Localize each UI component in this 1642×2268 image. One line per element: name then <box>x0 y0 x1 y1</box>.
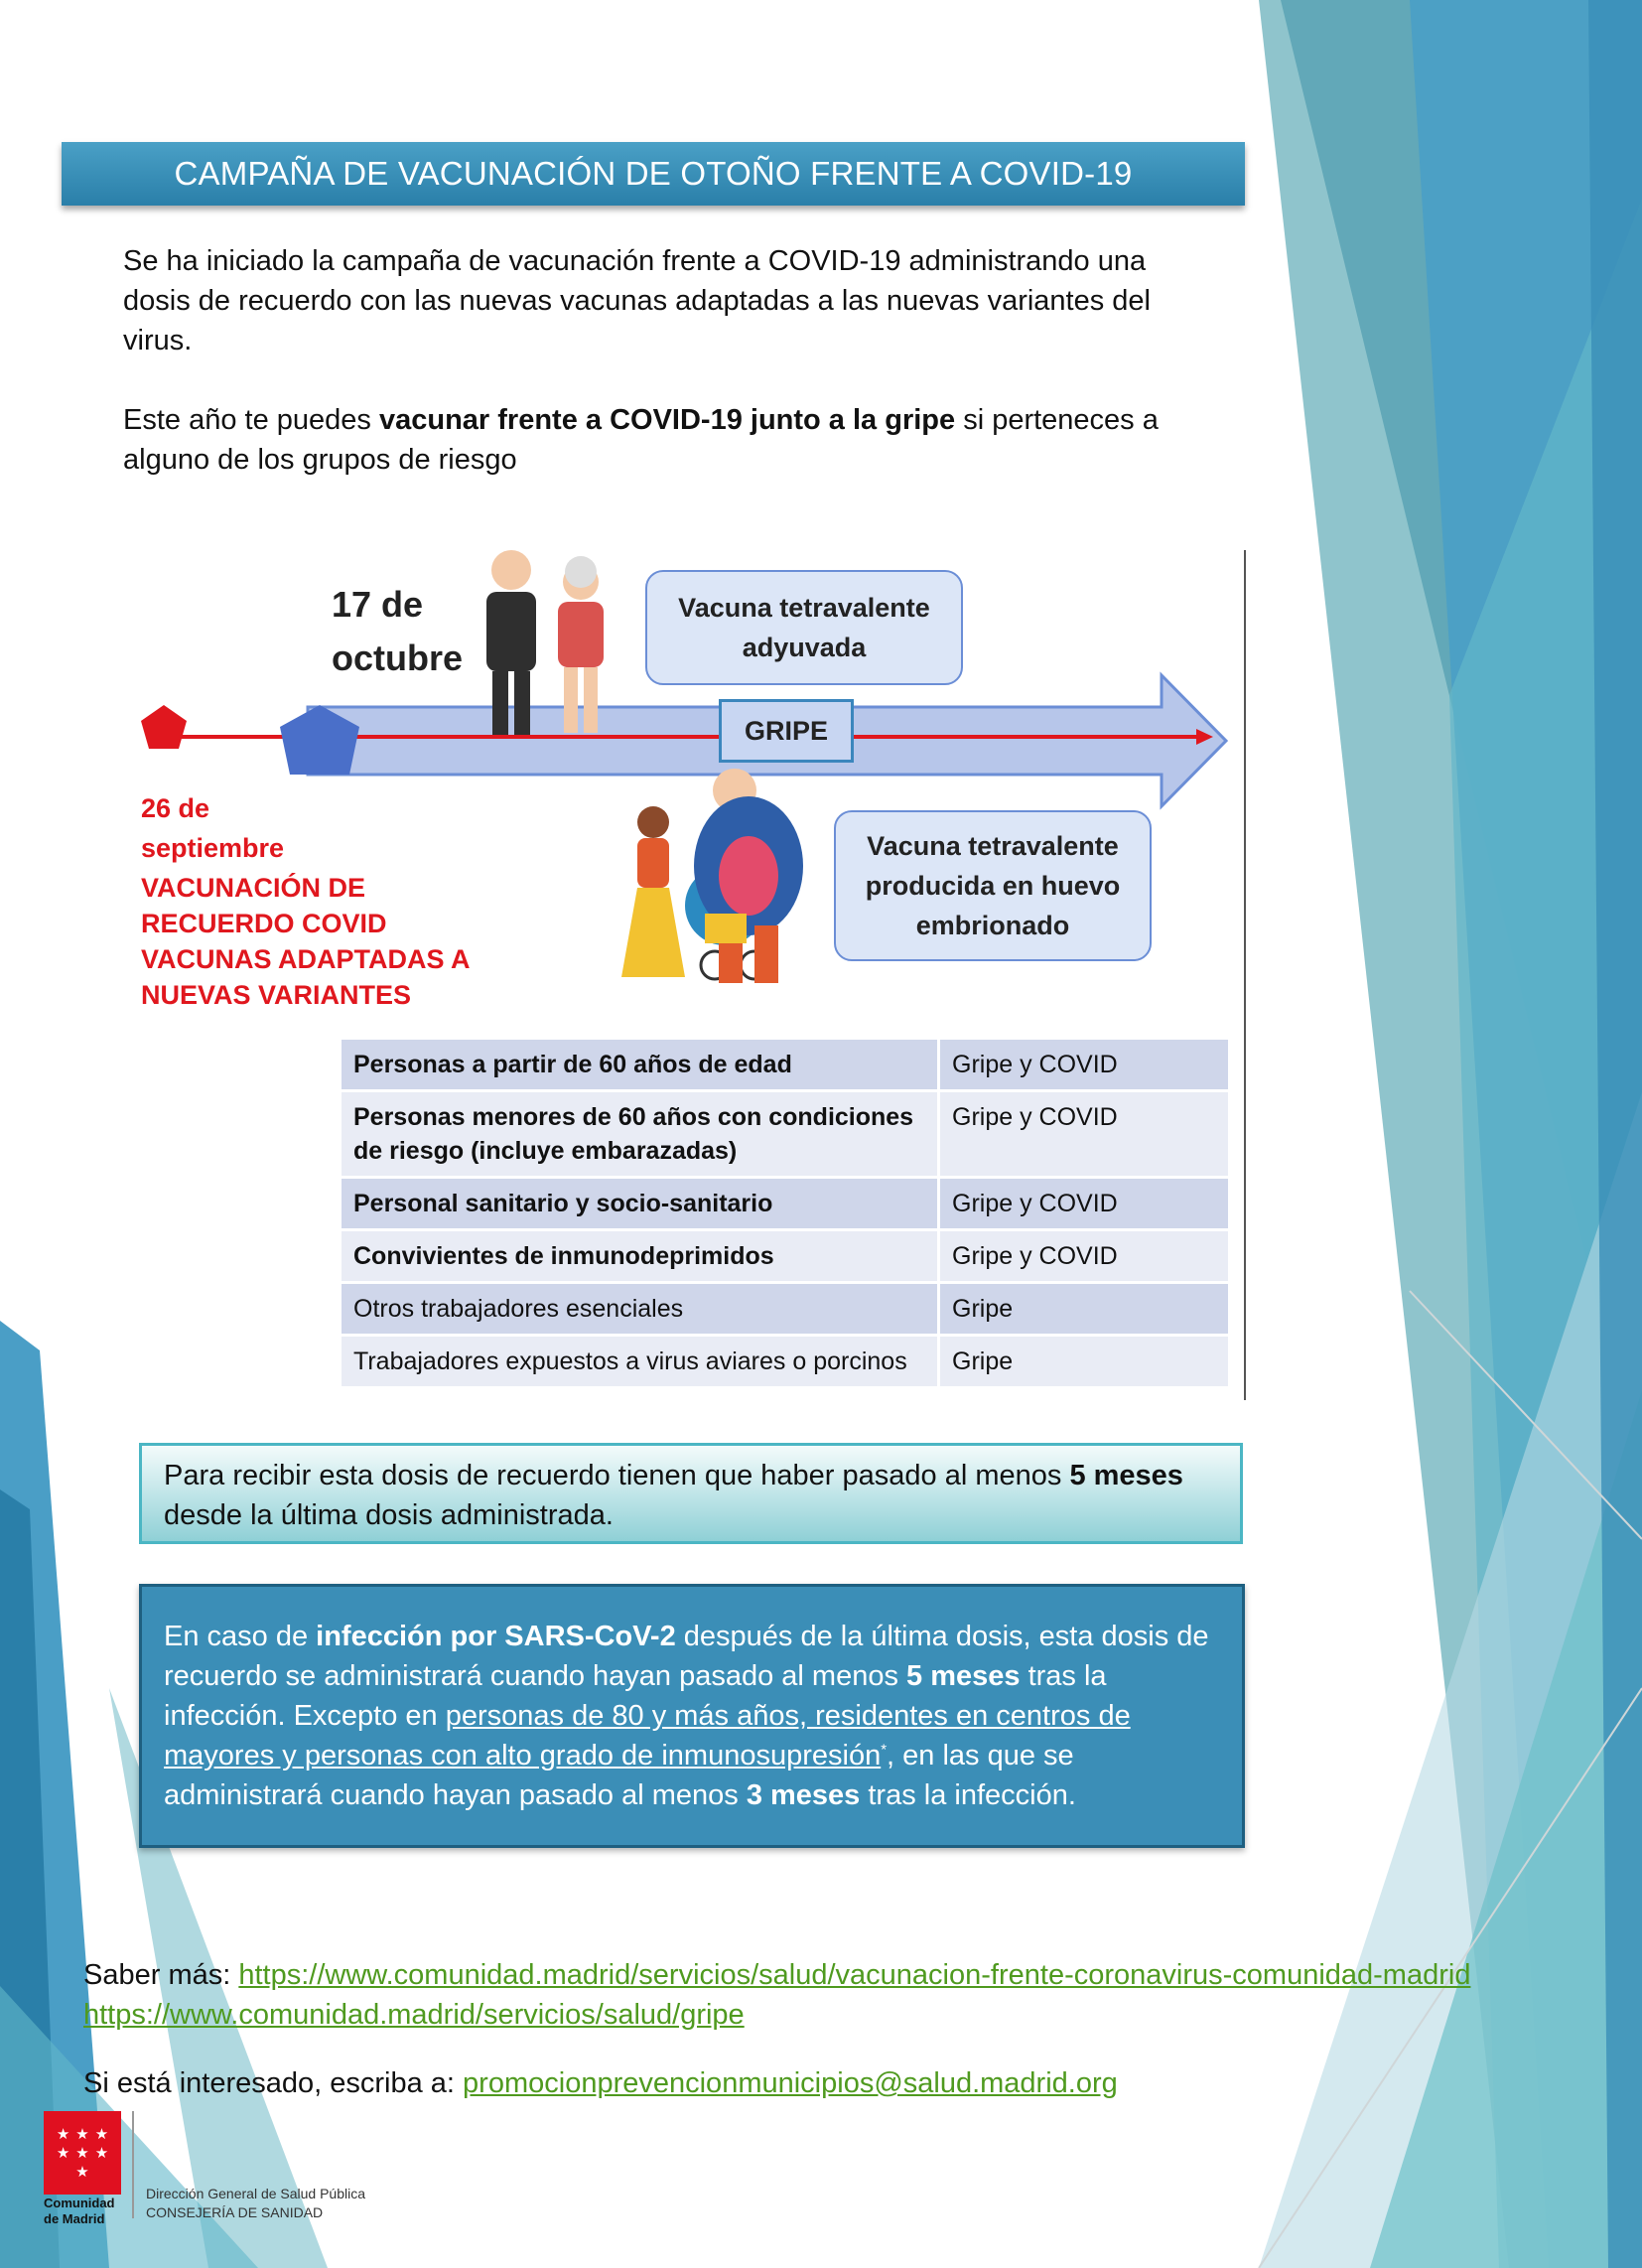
intro-paragraph-2 <box>123 400 1200 480</box>
logo-name-line-1: Comunidad <box>44 2196 115 2210</box>
vaccine-cell: Gripe <box>939 1283 1230 1336</box>
september-marker-icon <box>141 705 187 749</box>
campaign-title: CAMPAÑA DE VACUNACIÓN DE OTOÑO FRENTE A COVID-19 <box>174 155 1133 192</box>
logo-name-line-2: de Madrid <box>44 2211 105 2226</box>
table-row <box>341 1178 1230 1230</box>
comunidad-madrid-logo <box>44 2111 121 2224</box>
infection-text: En caso de <box>164 1621 317 1652</box>
notice-bold: 5 meses <box>1069 1460 1183 1491</box>
egg-vaccine-line-3: embrionado <box>915 911 1070 940</box>
group-cell: Otros trabajadores esenciales <box>341 1283 939 1336</box>
timeline-vertical-rule <box>1244 550 1246 1400</box>
group-cell: Personas menores de 60 años con condiciones de riesgo (incluye embarazadas) <box>341 1091 939 1178</box>
vaccine-cell: Gripe <box>939 1336 1230 1388</box>
intro-p2-bold: vacunar frente a COVID-19 junto a la gripe <box>378 404 956 436</box>
vaccine-cell: Gripe y COVID <box>939 1039 1230 1091</box>
table-row <box>341 1091 1230 1178</box>
infection-text: tras la infección. <box>860 1779 1076 1811</box>
booster-interval-notice <box>139 1443 1243 1544</box>
table-row <box>341 1336 1230 1388</box>
infection-bold: 3 meses <box>746 1779 861 1811</box>
flu-label: GRIPE <box>744 715 829 746</box>
intro-p2-text: Este año te puedes <box>123 404 379 436</box>
october-date-line-2: octubre <box>332 638 464 678</box>
infection-underlined: personas de 80 y más años, residentes en centros de mayores y personas con alto grado de inmunosupresión <box>164 1700 1131 1772</box>
more-info-links <box>83 1955 1632 2035</box>
september-date-line-1: 26 de <box>141 793 210 823</box>
september-date-label <box>141 788 284 868</box>
vaccine-cell: Gripe y COVID <box>939 1230 1230 1283</box>
department-line-1: Dirección General de Salud Pública <box>146 2186 366 2201</box>
intro-p2-text-end: si perteneces a alguno de los grupos de riesgo <box>123 404 1159 476</box>
adjuvanted-vaccine-line-1: Vacuna tetravalente <box>678 593 930 623</box>
footnote-marker: * <box>881 1741 888 1759</box>
covid-booster-line: NUEVAS VARIANTES <box>141 980 412 1010</box>
infection-bold: 5 meses <box>906 1660 1021 1692</box>
madrid-stars-icon: ★ ★ ★ ★ ★ ★ ★ <box>44 2111 121 2195</box>
table-row <box>341 1230 1230 1283</box>
notice-text-end: desde la última dosis administrada. <box>164 1499 614 1531</box>
campaign-title-banner <box>62 142 1245 206</box>
infection-bold: infección por SARS-CoV-2 <box>316 1621 676 1652</box>
covid-booster-line: VACUNACIÓN DE <box>141 873 366 903</box>
contact-label: Si está interesado, escriba a: <box>83 2067 464 2099</box>
infection-text: tras la infección. Excepto en <box>164 1660 1107 1732</box>
group-cell: Personal sanitario y socio-sanitario <box>341 1178 939 1230</box>
table-row <box>341 1283 1230 1336</box>
group-cell: Trabajadores expuestos a virus aviares o porcinos <box>341 1336 939 1388</box>
october-date-line-1: 17 de <box>332 584 424 625</box>
infection-notice <box>139 1584 1245 1848</box>
group-cell: Convivientes de inmunodeprimidos <box>341 1230 939 1283</box>
covid-booster-line: VACUNAS ADAPTADAS A <box>141 944 471 974</box>
infection-text: , en las que se administrará cuando hayan pasado al menos <box>164 1740 1074 1811</box>
intro-paragraph-1: Se ha iniciado la campaña de vacunación frente a COVID-19 administrando una dosis de recuerdo con las nuevas vacunas adaptadas a las nuevas variantes del virus. <box>123 245 1151 356</box>
flu-label-box <box>719 699 854 763</box>
egg-vaccine-line-2: producida en huevo <box>865 871 1121 901</box>
contact-line <box>83 2063 1118 2103</box>
department-line-2: CONSEJERÍA DE SANIDAD <box>146 2204 324 2220</box>
egg-based-vaccine-bubble <box>834 810 1152 961</box>
more-info-label: Saber más: <box>83 1959 239 1991</box>
table-row <box>341 1039 1230 1091</box>
risk-groups-table <box>339 1037 1231 1389</box>
contact-email-link[interactable]: promocionprevencionmunicipios@salud.madrid.org <box>463 2067 1118 2099</box>
mother-and-pregnant-man-icon <box>621 769 803 983</box>
october-date-label <box>332 578 463 685</box>
department-label <box>146 2185 365 2222</box>
footer-divider <box>132 2111 134 2218</box>
adjuvanted-vaccine-bubble <box>645 570 963 685</box>
covid-booster-label <box>141 870 471 1013</box>
covid-booster-line: RECUERDO COVID <box>141 909 387 938</box>
notice-text: Para recibir esta dosis de recuerdo tienen que haber pasado al menos <box>164 1460 1070 1491</box>
infection-text: después de la última dosis, esta dosis de recuerdo se administrará cuando hayan pasado al menos <box>164 1621 1209 1692</box>
adjuvanted-vaccine-line-2: adyuvada <box>742 633 867 662</box>
group-cell: Personas a partir de 60 años de edad <box>341 1039 939 1091</box>
flu-info-link[interactable]: https://www.comunidad.madrid/servicios/salud/gripe <box>83 1999 745 2031</box>
september-date-line-2: septiembre <box>141 833 285 863</box>
vaccine-cell: Gripe y COVID <box>939 1178 1230 1230</box>
vaccination-timeline <box>129 548 1251 1025</box>
egg-vaccine-line-1: Vacuna tetravalente <box>867 831 1119 861</box>
covid-vaccination-link[interactable]: https://www.comunidad.madrid/servicios/salud/vacunacion-frente-coronavirus-comunidad-madrid <box>238 1959 1471 1991</box>
intro-text <box>123 241 1200 480</box>
vaccine-cell: Gripe y COVID <box>939 1091 1230 1178</box>
